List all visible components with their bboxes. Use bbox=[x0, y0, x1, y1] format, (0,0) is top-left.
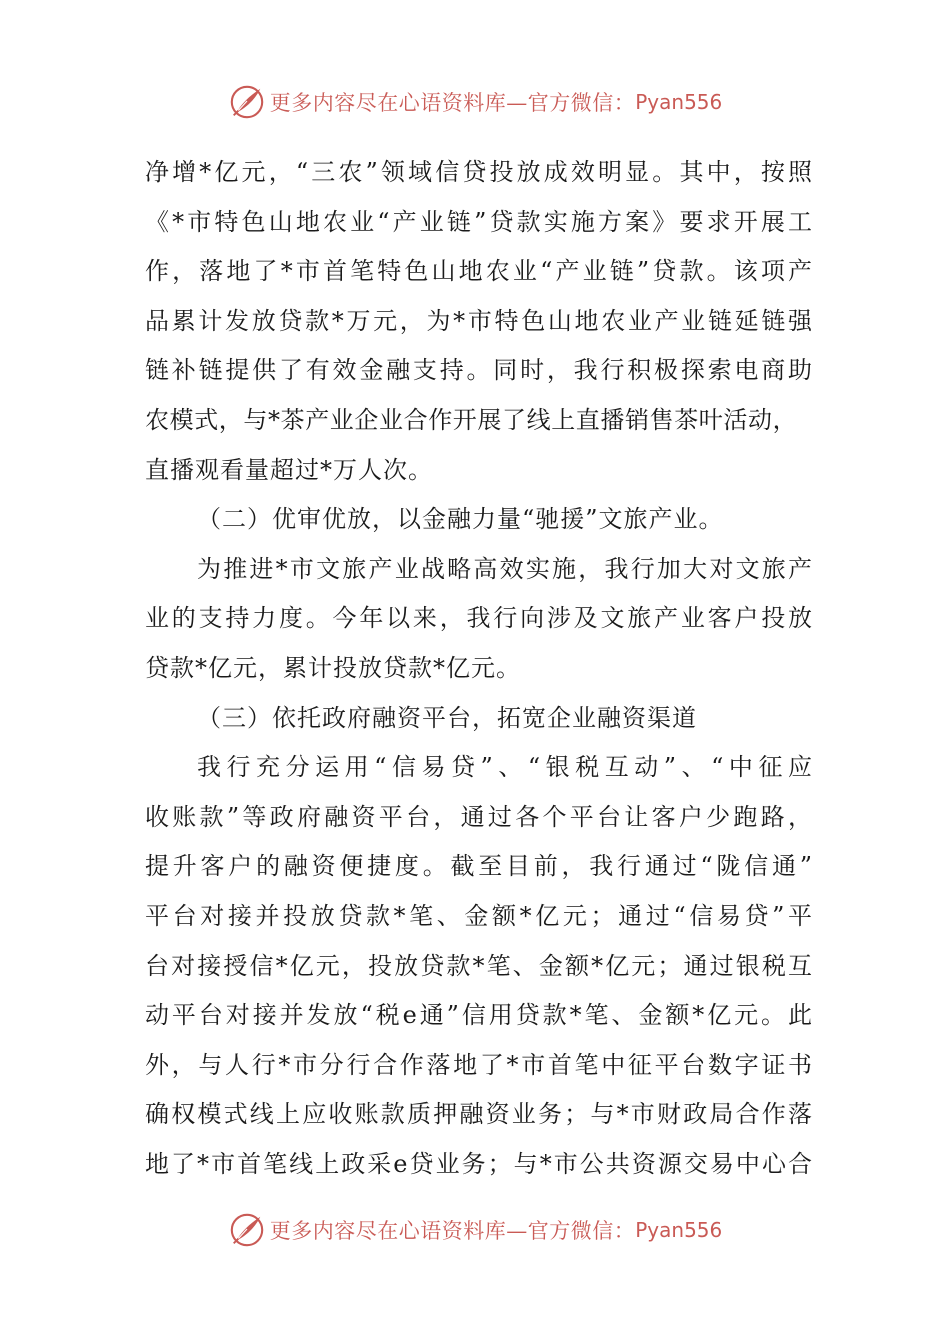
quill-logo-icon bbox=[228, 83, 266, 121]
body-line: 我行充分运用“信易贷”、“银税互动”、“中征应 bbox=[197, 753, 813, 782]
body-line: 直播观看量超过*万人次。 bbox=[145, 455, 433, 484]
body-line: 平台对接并投放贷款*笔、金额*亿元；通过“信易贷”平 bbox=[145, 901, 813, 930]
body-line: 净增*亿元，“三农”领域信贷投放成效明显。其中，按照 bbox=[145, 158, 813, 186]
footer-watermark-id: Pyan556 bbox=[635, 1218, 723, 1242]
header-watermark-banner bbox=[0, 80, 950, 124]
document-body bbox=[145, 148, 813, 1189]
body-line: 链补链提供了有效金融支持。同时，我行积极探索电商助 bbox=[145, 356, 813, 385]
body-line: 地了*市首笔线上政采e贷业务；与*市公共资源交易中心合 bbox=[145, 1149, 813, 1178]
body-line: 《*市特色山地农业“产业链”贷款实施方案》要求开展工 bbox=[145, 207, 813, 236]
body-line: 农模式，与*茶产业企业合作开展了线上直播销售茶叶活动， bbox=[145, 405, 798, 434]
body-line: 提升客户的融资便捷度。截至目前，我行通过“陇信通” bbox=[145, 852, 813, 881]
footer-watermark-text: 更多内容尽在心语资料库—官方微信： bbox=[269, 1219, 636, 1243]
body-line: 业的支持力度。今年以来，我行向涉及文旅产业客户投放 bbox=[145, 604, 813, 633]
body-line: 贷款*亿元，累计投放贷款*亿元。 bbox=[145, 653, 521, 682]
body-line: 品累计发放贷款*万元，为*市特色山地农业产业链延链强 bbox=[145, 306, 813, 335]
header-watermark-text: 更多内容尽在心语资料库—官方微信： bbox=[269, 91, 636, 115]
body-line: 台对接授信*亿元，投放贷款*笔、金额*亿元；通过银税互 bbox=[145, 951, 813, 980]
header-watermark-id: Pyan556 bbox=[635, 90, 723, 114]
section-heading-2: （二）优审优放，以金融力量“驰援”文旅产业。 bbox=[197, 505, 724, 534]
section-heading-3: （三）依托政府融资平台，拓宽企业融资渠道 bbox=[197, 703, 697, 732]
body-line: 确权模式线上应收账款质押融资业务；与*市财政局合作落 bbox=[145, 1100, 813, 1129]
quill-logo-icon bbox=[228, 1211, 266, 1249]
body-line: 作，落地了*市首笔特色山地农业“产业链”贷款。该项产 bbox=[145, 257, 813, 286]
body-line: 外，与人行*市分行合作落地了*市首笔中征平台数字证书 bbox=[145, 1050, 813, 1079]
footer-watermark-banner bbox=[0, 1208, 950, 1252]
body-line: 动平台对接并发放“税e通”信用贷款*笔、金额*亿元。此 bbox=[145, 1001, 813, 1030]
body-line: 收账款”等政府融资平台，通过各个平台让客户少跑路， bbox=[145, 802, 813, 831]
body-line: 为推进*市文旅产业战略高效实施，我行加大对文旅产 bbox=[197, 554, 813, 583]
